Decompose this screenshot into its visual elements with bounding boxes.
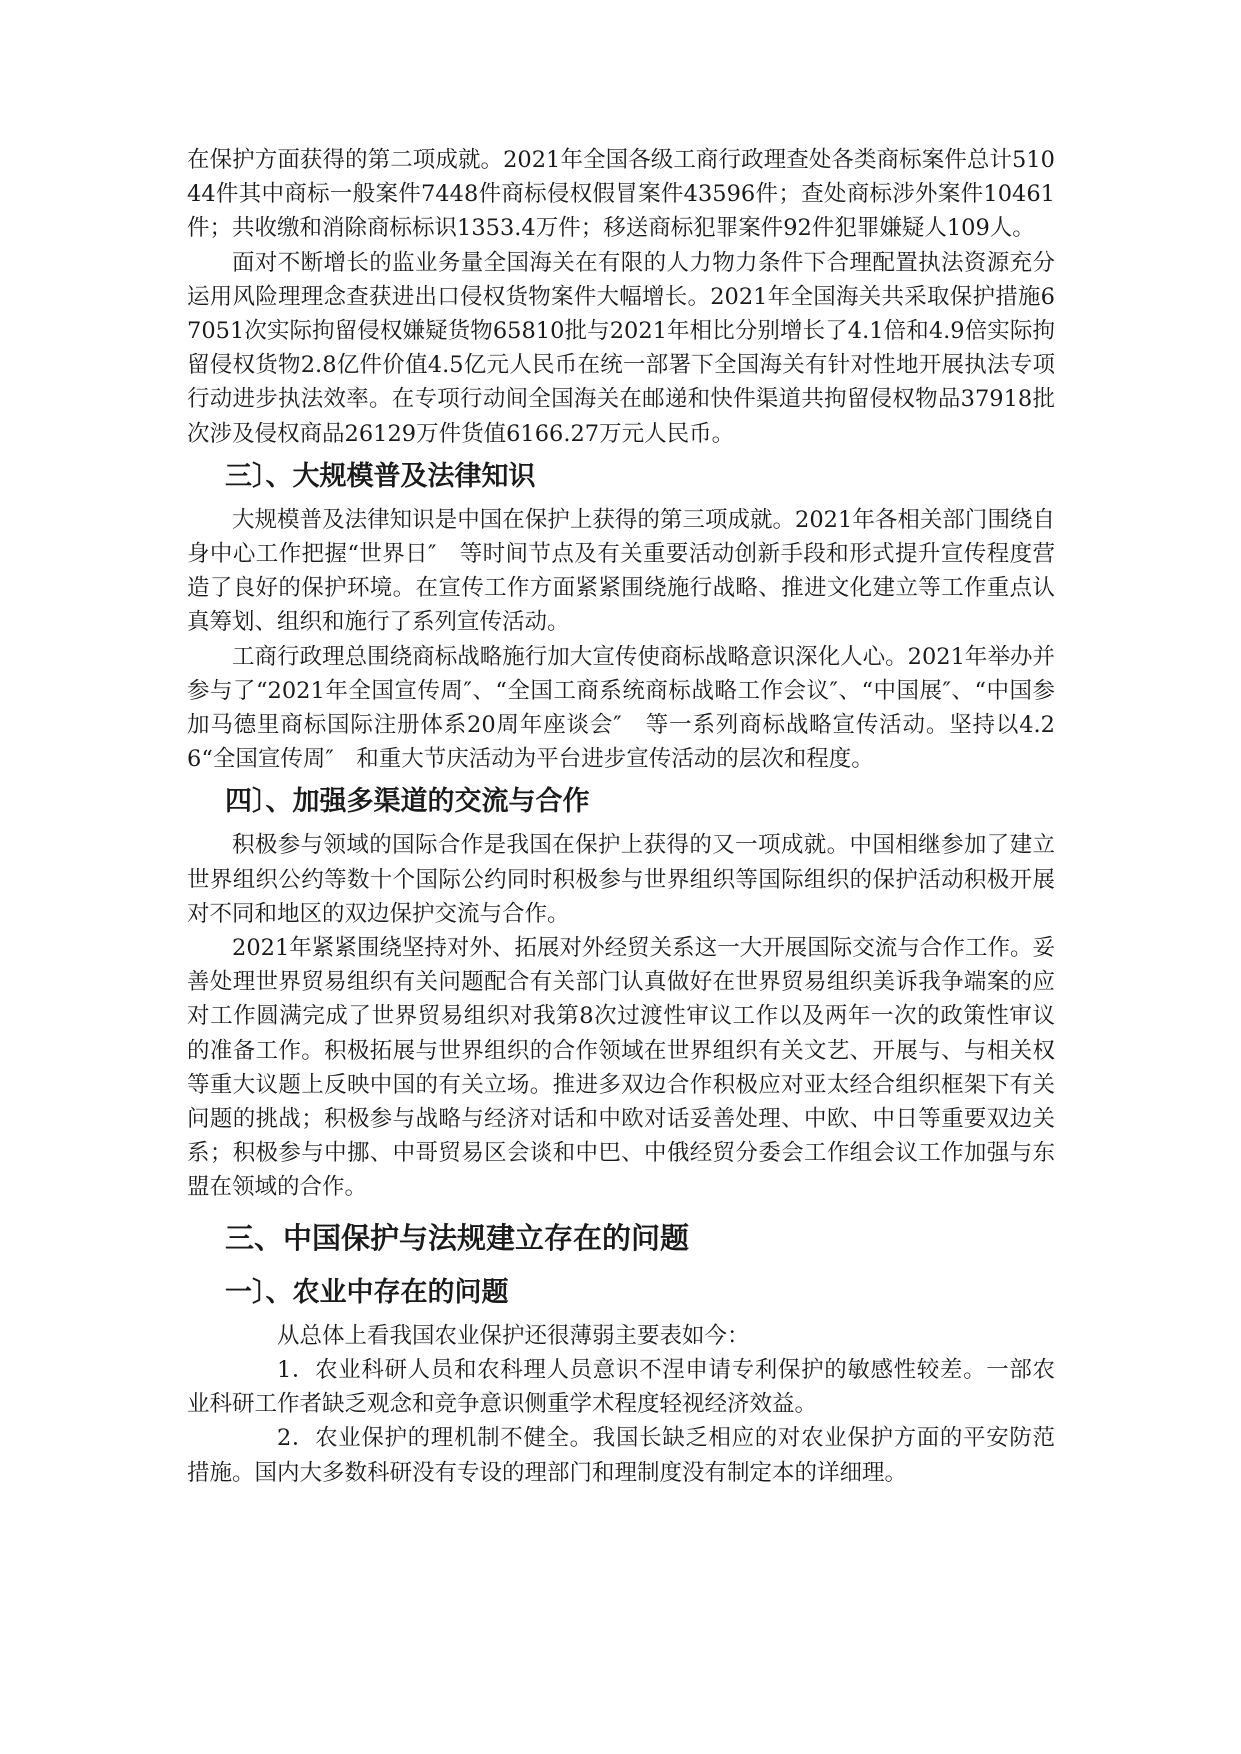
section-heading-1-agriculture: 一〕、农业中存在的问题 [225, 1276, 509, 1308]
body-paragraph: 在保护方面获得的第二项成就。2021年全国各级工商行政理查处各类商标案件总计51044件其中商标一般案件7448件商标侵权假冒案件43596件；查处商标涉外案件10461件；共收缴和消除商标标识1353.4万件；移送商标犯罪案件92件犯罪嫌疑人109人。 [187, 147, 1055, 242]
section-heading-3-popularize-law: 三〕、大规模普及法律知识 [225, 460, 536, 492]
body-paragraph: 大规模普及法律知识是中国在保护上获得的第三项成就。2021年各相关部门围绕自身中心工作把握“世界日″ 等时间节点及有关重要活动创新手段和形式提升宣传程度营造了良好的保护环境。在宣传工作方面紧紧围绕施行战略、推进文化建立等工作重点认真筹划、组织和施行了系列宣传活动。 [187, 506, 1055, 636]
document-page [187, 143, 1055, 1490]
body-paragraph: 工商行政理总围绕商标战略施行加大宣传使商标战略意识深化人心。2021年举办并参与了“2021年全国宣传周″、“全国工商系统商标战略工作会议″、“中国展″、“中国参加马德里商标国际注册体系20周年座谈会″ 等一系列商标战略宣传活动。坚持以4.26“全国宣传周″ 和重大节庆活动为平台进步宣传活动的层次和程度。 [187, 643, 1055, 773]
list-item-1: 1．农业科研人员和农科理人员意识不涅申请专利保护的敏感性较差。一部农业科研工作者缺乏观念和竞争意识侧重学术程度轻视经济效益。 [187, 1356, 1055, 1418]
body-paragraph: 积极参与领域的国际合作是我国在保护上获得的又一项成就。中国相继参加了建立世界组织公约等数十个国际公约同时积极参与世界组织等国际组织的保护活动积极开展对不同和地区的双边保护交流与合作。 [187, 832, 1055, 927]
list-item-2: 2．农业保护的理机制不健全。我国长缺乏相应的对农业保护方面的平安防范措施。国内大多数科研没有专设的理部门和理制度没有制定本的详细理。 [187, 1425, 1055, 1486]
chapter-heading-problems: 三、中国保护与法规建立存在的问题 [225, 1220, 690, 1255]
body-paragraph: 面对不断增长的监业务量全国海关在有限的人力物力条件下合理配置执法资源充分运用风险理理念查获进出口侵权货物案件大幅增长。2021年全国海关共采取保护措施67051次实际拘留侵权嫌疑货物65810批与2021年相比分别增长了4.1倍和4.9倍实际拘留侵权货物2.8亿件价值4.5亿元人民币在统一部署下全国海关有针对性地开展执法专项行动进步执法效率。在专项行动间全国海关在邮递和快件渠道共拘留侵权物品37918批次涉及侵权商品26129万件货值6166.27万元人民币。 [187, 249, 1055, 447]
body-paragraph: 从总体上看我国农业保护还很薄弱主要表如今： [277, 1322, 750, 1349]
section-heading-4-cooperation: 四〕、加强多渠道的交流与合作 [225, 786, 590, 818]
body-paragraph: 2021年紧紧围绕坚持对外、拓展对外经贸关系这一大开展国际交流与合作工作。妥善处理世界贸易组织有关问题配合有关部门认真做好在世界贸易组织美诉我争端案的应对工作圆满完成了世界贸易组织对我第8次过渡性审议工作以及两年一次的政策性审议的准备工作。积极拓展与世界组织的合作领域在世界组织有关文艺、开展与、与相关权等重大议题上反映中国的有关立场。推进多双边合作积极应对亚太经合组织框架下有关问题的挑战；积极参与战略与经济对话和中欧对话妥善处理、中欧、中日等重要双边关系；积极参与中挪、中哥贸易区会谈和中巴、中俄经贸分委会工作组会议工作加强与东盟在领域的合作。 [187, 935, 1055, 1201]
